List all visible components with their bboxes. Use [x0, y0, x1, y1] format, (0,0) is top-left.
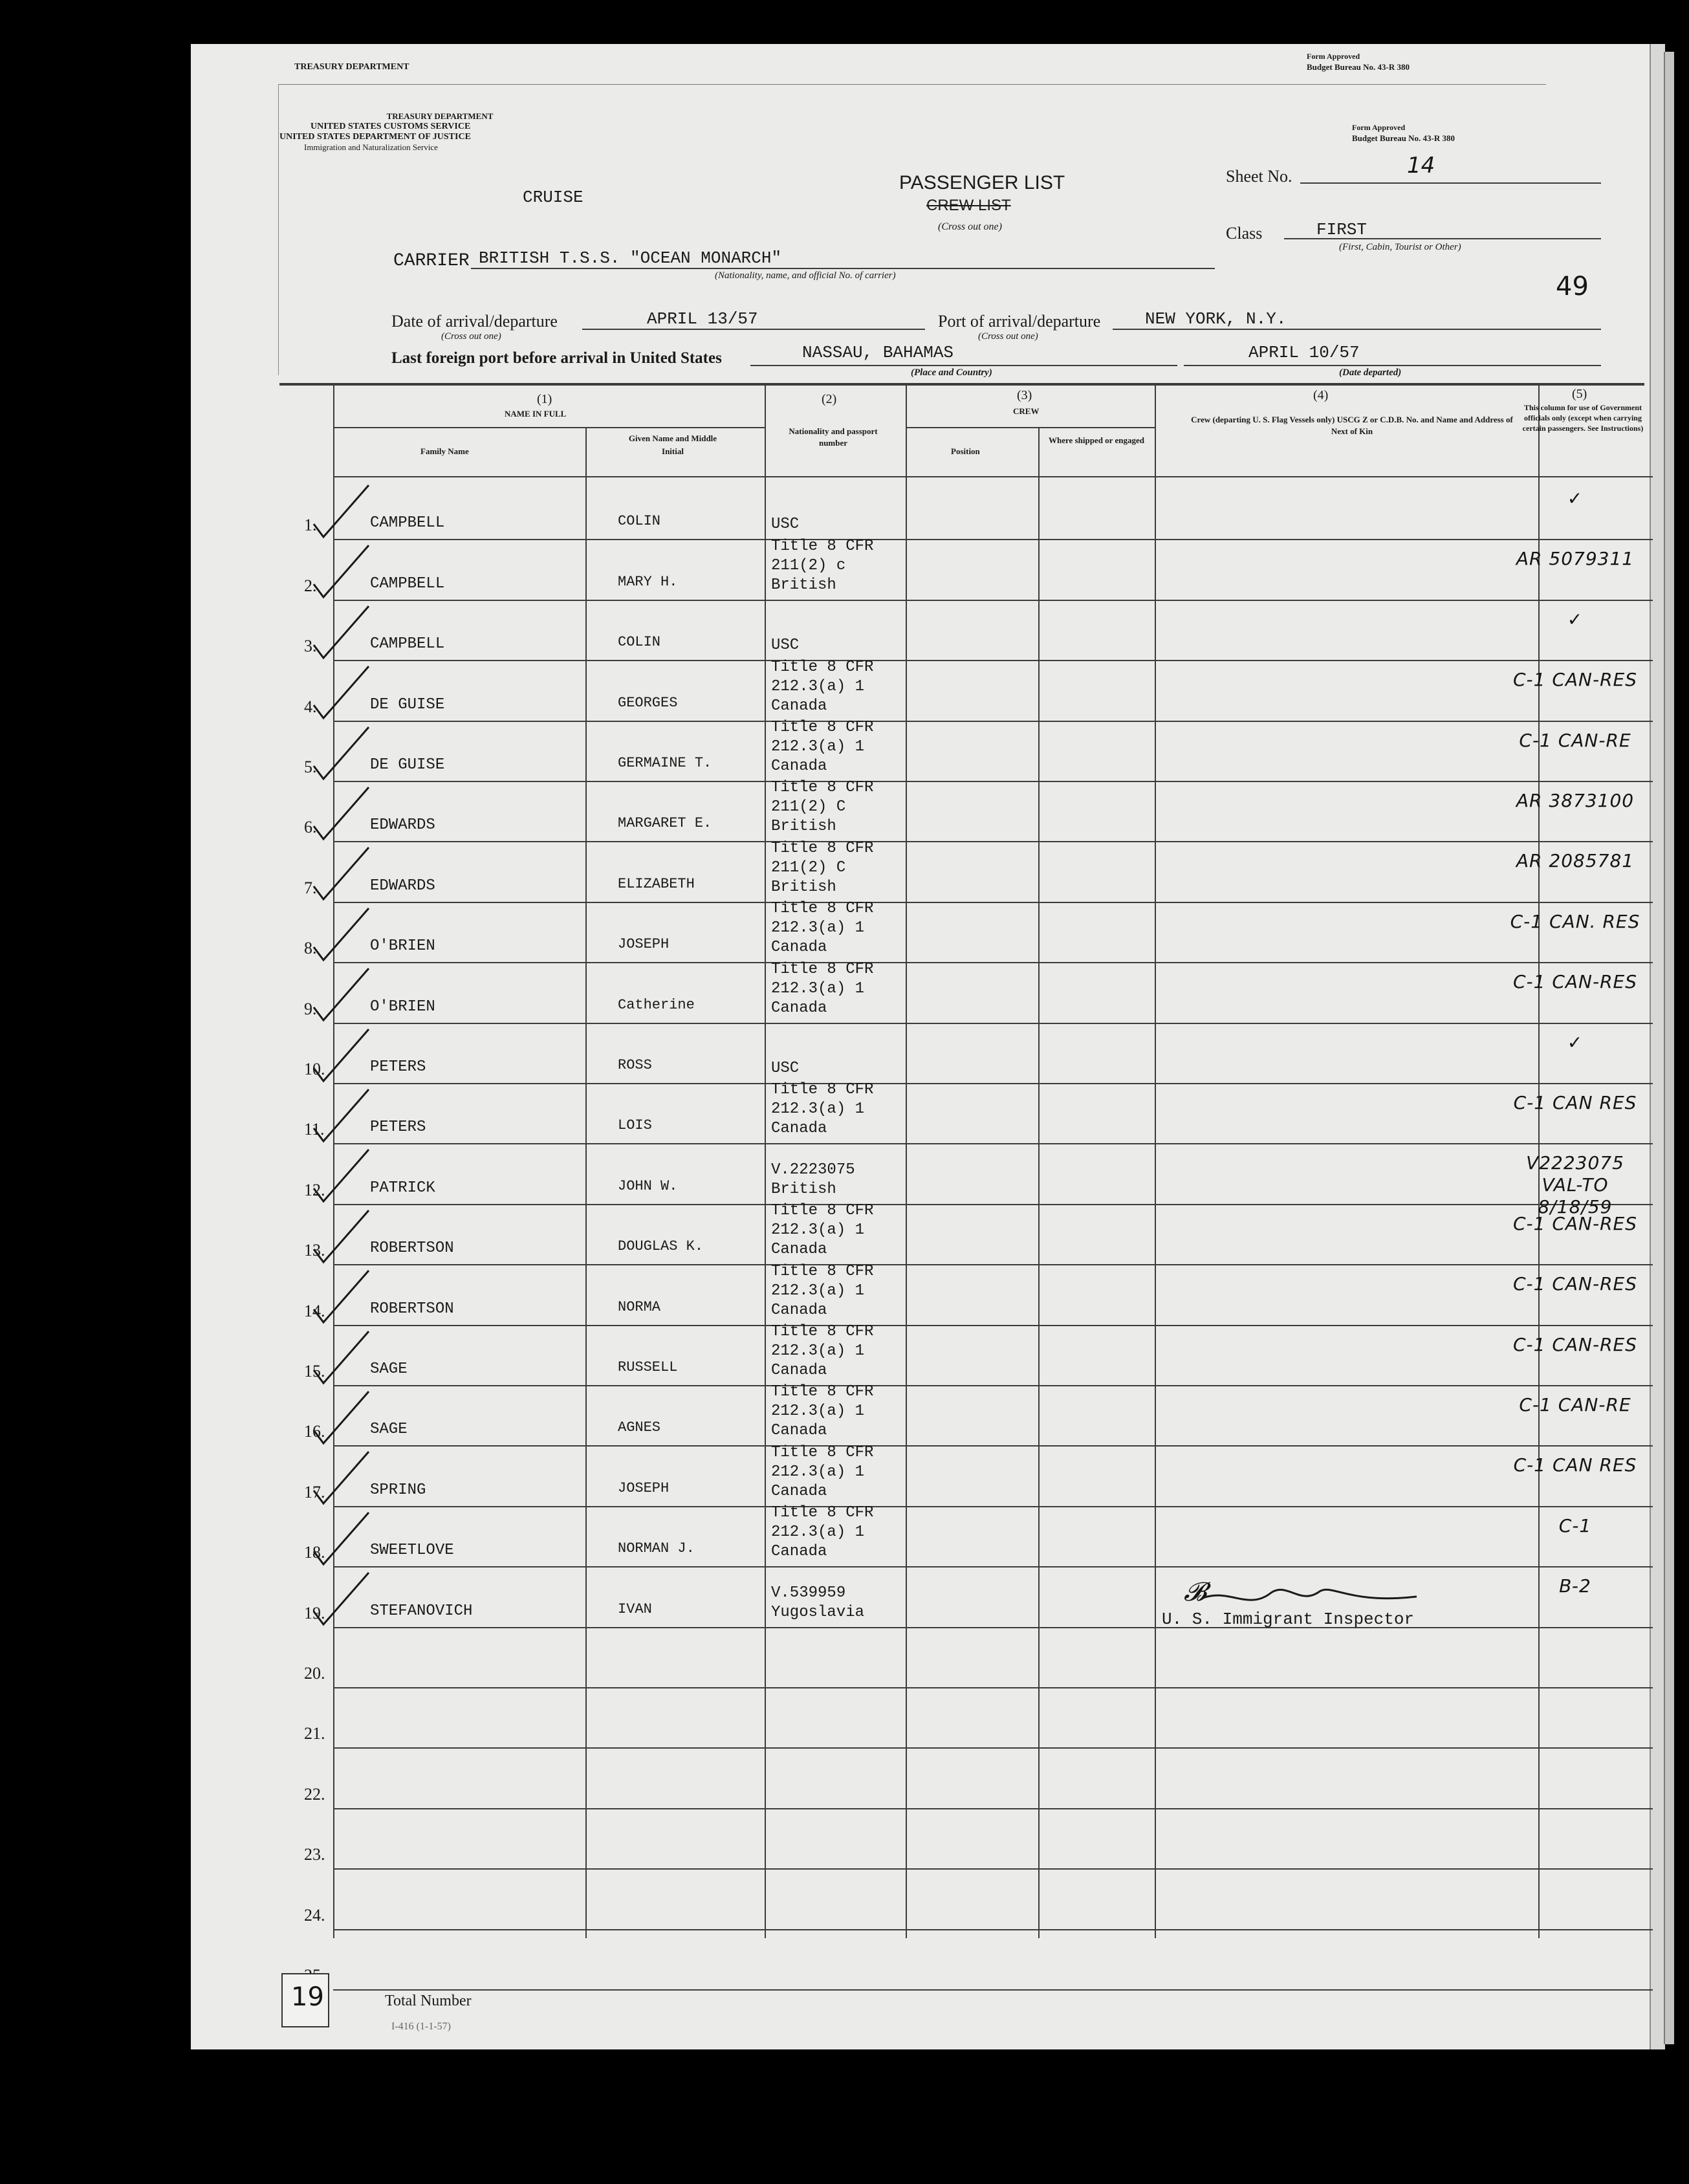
given-name: NORMA: [618, 1299, 661, 1315]
given-name: COLIN: [618, 634, 661, 650]
official-notation: C-1 CAN-RES: [1512, 1213, 1638, 1234]
official-notation: AR 2085781: [1516, 850, 1635, 871]
dept-line-3: UNITED STATES DEPARTMENT OF JUSTICE: [279, 132, 471, 142]
official-notation: C-1 CAN-RE: [1519, 1394, 1631, 1415]
nationality-line: V.2223075: [771, 1161, 855, 1179]
class-hint: (First, Cabin, Tourist or Other): [1339, 242, 1461, 252]
total-label: Total Number: [385, 1993, 472, 2009]
official-notation: C-1 CAN-RE: [1519, 730, 1631, 751]
col-position-header: Position: [951, 446, 980, 456]
family-name: DE GUISE: [370, 756, 445, 774]
official-notation: C-1 CAN-RES: [1512, 1334, 1638, 1355]
family-name: CAMPBELL: [370, 514, 445, 532]
nationality-line: 211(2) c: [771, 557, 846, 574]
nationality-line: Title 8 CFR: [771, 961, 874, 978]
nationality-line: 212.3(a) 1: [771, 1100, 865, 1118]
carrier-hint: (Nationality, name, and official No. of carrier): [715, 270, 896, 281]
family-name: SAGE: [370, 1421, 408, 1438]
given-name: MARGARET E.: [618, 815, 712, 831]
last-port-value: NASSAU, BAHAMAS: [802, 343, 954, 362]
nationality-line: V.539959: [771, 1584, 846, 1602]
row-number: 13.: [304, 1241, 325, 1260]
family-name: DE GUISE: [370, 696, 445, 714]
family-name: EDWARDS: [370, 877, 435, 895]
nationality-line: 212.3(a) 1: [771, 1282, 865, 1300]
nationality-line: 212.3(a) 1: [771, 1342, 865, 1360]
nationality-line: Title 8 CFR: [771, 538, 874, 555]
given-name: JOSEPH: [618, 1480, 670, 1496]
nationality-line: Canada: [771, 1241, 827, 1258]
family-name: STEFANOVICH: [370, 1602, 473, 1620]
nationality-line: 211(2) C: [771, 859, 846, 877]
row-number: 5.: [304, 758, 317, 776]
total-value: 19: [291, 1982, 324, 2012]
carrier-value: BRITISH T.S.S. "OCEAN MONARCH": [479, 248, 782, 268]
given-name: COLIN: [618, 513, 661, 529]
official-notation: C-1 CAN. RES: [1510, 911, 1640, 932]
carrier-label: CARRIER: [393, 251, 470, 271]
nationality-line: Title 8 CFR: [771, 1323, 874, 1340]
nationality-line: 212.3(a) 1: [771, 1463, 865, 1481]
check-mark: [314, 1150, 369, 1201]
nationality-line: Canada: [771, 697, 827, 715]
family-name: PETERS: [370, 1119, 426, 1136]
inspector-signature: 𝓑: [1184, 1577, 1207, 1607]
check-mark: [314, 485, 369, 537]
given-name: JOHN W.: [618, 1178, 678, 1194]
nationality-line: 212.3(a) 1: [771, 919, 865, 937]
check-mark: [314, 1331, 369, 1383]
sheet-label: Sheet No.: [1226, 167, 1292, 186]
official-notation: C-1: [1558, 1515, 1592, 1536]
col3-title: CREW: [1013, 406, 1040, 416]
check-mark: [314, 908, 369, 960]
official-notation: C-1 CAN RES: [1513, 1092, 1637, 1113]
nationality-line: Title 8 CFR: [771, 1383, 874, 1401]
nationality-line: 212.3(a) 1: [771, 678, 865, 695]
row-number: 20.: [304, 1664, 325, 1683]
nationality-line: Title 8 CFR: [771, 719, 874, 736]
check-mark: [314, 1029, 369, 1081]
date-value: APRIL 13/57: [647, 309, 758, 329]
check-mark: [314, 727, 369, 779]
row-number: 17.: [304, 1483, 325, 1502]
nationality-line: Title 8 CFR: [771, 779, 874, 796]
cruise-label: CRUISE: [523, 188, 583, 207]
official-notation: AR 5079311: [1516, 548, 1635, 569]
nationality-line: 212.3(a) 1: [771, 1221, 865, 1239]
given-name: GERMAINE T.: [618, 755, 712, 771]
dept-line-2: UNITED STATES CUSTOMS SERVICE: [311, 122, 471, 131]
row-number: 4.: [304, 697, 317, 716]
row-number: 6.: [304, 818, 317, 836]
family-name: SAGE: [370, 1360, 408, 1378]
last-port-label: Last foreign port before arrival in United States: [391, 349, 722, 367]
official-notation: ✓: [1567, 609, 1584, 630]
inspector-label: U. S. Immigrant Inspector: [1162, 1610, 1415, 1629]
family-name: O'BRIEN: [370, 998, 435, 1016]
row-number: 12.: [304, 1181, 325, 1199]
given-name: AGNES: [618, 1419, 661, 1436]
check-mark: [314, 1573, 369, 1624]
form-approved-top: Form Approved: [1307, 52, 1360, 61]
port-value: NEW YORK, N.Y.: [1145, 309, 1287, 329]
nationality-line: British: [771, 879, 836, 896]
row-number: 8.: [304, 939, 317, 957]
row-number: 2.: [304, 576, 317, 595]
official-notation: C-1 CAN RES: [1513, 1454, 1637, 1476]
col2-number: (2): [822, 392, 837, 406]
class-value: FIRST: [1316, 220, 1368, 239]
nationality-line: Canada: [771, 999, 827, 1017]
handwritten-sheet-number: 49: [1556, 272, 1589, 301]
check-mark: [314, 1271, 369, 1322]
departed-value: APRIL 10/57: [1248, 343, 1360, 362]
nationality-line: Canada: [771, 939, 827, 956]
col1-number: (1): [537, 392, 552, 406]
nationality-line: Title 8 CFR: [771, 1081, 874, 1098]
given-name: JOSEPH: [618, 936, 670, 952]
date-label: Date of arrival/departure: [391, 312, 558, 331]
col5-number: (5): [1572, 387, 1587, 401]
nationality-line: USC: [771, 637, 800, 654]
nationality-line: USC: [771, 516, 800, 533]
nationality-line: Title 8 CFR: [771, 1263, 874, 1280]
row-number: 16.: [304, 1422, 325, 1441]
nationality-line: Canada: [771, 1483, 827, 1500]
nationality-line: Canada: [771, 1422, 827, 1439]
date-cross-hint: (Cross out one): [441, 331, 501, 342]
given-name: GEORGES: [618, 695, 678, 711]
family-name: PATRICK: [370, 1179, 435, 1197]
row-number: 1.: [304, 516, 317, 534]
cross-out-hint: (Cross out one): [938, 221, 1002, 232]
family-name: CAMPBELL: [370, 635, 445, 653]
last-port-hint: (Place and Country): [911, 367, 992, 378]
form-number: I-416 (1-1-57): [391, 2021, 451, 2032]
crew-list-crossed: CREW LIST: [926, 197, 1011, 214]
given-name: RUSSELL: [618, 1359, 678, 1375]
given-name: Catherine: [618, 997, 695, 1013]
official-notation: C-1 CAN-RES: [1512, 669, 1638, 690]
official-notation: V2223075 VAL-TO 8/18/59: [1526, 1152, 1624, 1218]
given-name: DOUGLAS K.: [618, 1238, 704, 1254]
col4-title: Crew (departing U. S. Flag Vessels only) USCG Z or C.D.B. No. and Name and Address of Next of Kin: [1191, 415, 1513, 436]
check-mark: [314, 847, 369, 899]
row-number: 19.: [304, 1604, 325, 1622]
family-name: ROBERTSON: [370, 1300, 454, 1318]
form-approved-inner: Form Approved: [1352, 123, 1406, 132]
nationality-line: 212.3(a) 1: [771, 1523, 865, 1541]
family-name: ROBERTSON: [370, 1239, 454, 1257]
family-name: SWEETLOVE: [370, 1542, 454, 1559]
row-number: 11.: [304, 1120, 325, 1139]
check-mark: [314, 1210, 369, 1262]
nationality-line: Canada: [771, 758, 827, 775]
row-number: 18.: [304, 1543, 325, 1562]
port-cross-hint: (Cross out one): [978, 331, 1038, 342]
official-notation: AR 3873100: [1516, 790, 1635, 811]
nationality-line: Canada: [771, 1120, 827, 1137]
sheet-value: 14: [1407, 153, 1435, 179]
col4-number: (4): [1313, 388, 1329, 402]
col-where-header: Where shipped or engaged: [1049, 435, 1144, 445]
check-mark: [314, 666, 369, 718]
family-name: PETERS: [370, 1058, 426, 1076]
col-family-header: Family Name: [420, 446, 469, 456]
family-name: SPRING: [370, 1481, 426, 1499]
row-number: 14.: [304, 1302, 325, 1320]
nationality-line: Title 8 CFR: [771, 1444, 874, 1461]
nationality-line: Title 8 CFR: [771, 1202, 874, 1219]
nationality-line: Yugoslavia: [771, 1604, 865, 1621]
row-number: 15.: [304, 1362, 325, 1381]
nationality-line: British: [771, 576, 836, 594]
budget-top-right: Budget Bureau No. 43-R 380: [1307, 62, 1410, 72]
check-mark: [314, 787, 369, 839]
class-label: Class: [1226, 224, 1263, 243]
nationality-line: Canada: [771, 1362, 827, 1379]
official-notation: C-1 CAN-RES: [1512, 1273, 1638, 1294]
departed-hint: (Date departed): [1339, 367, 1402, 378]
family-name: EDWARDS: [370, 816, 435, 834]
check-mark: [314, 1452, 369, 1503]
stamp-top-left: TREASURY DEPARTMENT: [294, 62, 409, 72]
nationality-line: Canada: [771, 1543, 827, 1560]
row-number: 21.: [304, 1724, 325, 1743]
col-given-header: Given Name and Middle Initial: [628, 433, 717, 456]
nationality-line: Title 8 CFR: [771, 1504, 874, 1522]
nationality-line: 212.3(a) 1: [771, 1403, 865, 1420]
col5-title: This column for use of Government officials only (except when carrying certain passengers. See Instructions): [1522, 403, 1644, 433]
row-number: 3.: [304, 637, 317, 655]
given-name: MARY H.: [618, 574, 678, 590]
check-mark: [314, 545, 369, 597]
page-title: PASSENGER LIST: [899, 172, 1065, 193]
nationality-line: Title 8 CFR: [771, 900, 874, 917]
nationality-line: Title 8 CFR: [771, 840, 874, 857]
nationality-line: Canada: [771, 1302, 827, 1319]
row-number: 23.: [304, 1845, 325, 1864]
nationality-line: British: [771, 818, 836, 835]
family-name: O'BRIEN: [370, 937, 435, 955]
port-label: Port of arrival/departure: [938, 312, 1101, 331]
nationality-line: 212.3(a) 1: [771, 738, 865, 756]
nationality-line: British: [771, 1181, 836, 1198]
official-notation: B-2: [1559, 1575, 1591, 1597]
given-name: ELIZABETH: [618, 876, 695, 892]
given-name: ROSS: [618, 1057, 652, 1073]
nationality-line: USC: [771, 1060, 800, 1077]
official-notation: ✓: [1567, 1032, 1584, 1053]
row-number: 9.: [304, 999, 317, 1018]
family-name: CAMPBELL: [370, 575, 445, 593]
row-number: 7.: [304, 879, 317, 897]
check-mark: [314, 1512, 369, 1564]
col1-title: NAME IN FULL: [505, 409, 567, 419]
check-mark: [314, 968, 369, 1020]
check-mark: [314, 1089, 369, 1141]
dept-line-1: TREASURY DEPARTMENT: [386, 111, 494, 121]
row-number: 10.: [304, 1060, 325, 1078]
given-name: NORMAN J.: [618, 1540, 695, 1556]
budget-inner: Budget Bureau No. 43-R 380: [1352, 133, 1455, 143]
dept-line-4: Immigration and Naturalization Service: [304, 142, 438, 152]
given-name: LOIS: [618, 1117, 652, 1133]
row-number: 24.: [304, 1906, 325, 1925]
nationality-line: Title 8 CFR: [771, 659, 874, 676]
official-notation: C-1 CAN-RES: [1512, 971, 1638, 992]
col3-number: (3): [1017, 388, 1032, 402]
check-mark: [314, 606, 369, 658]
check-mark: [314, 1392, 369, 1443]
row-number: 22.: [304, 1785, 325, 1804]
nationality-line: 212.3(a) 1: [771, 980, 865, 998]
col2-title: Nationality and passport number: [789, 426, 878, 448]
official-notation: ✓: [1567, 488, 1584, 509]
given-name: IVAN: [618, 1601, 652, 1617]
nationality-line: 211(2) C: [771, 798, 846, 816]
